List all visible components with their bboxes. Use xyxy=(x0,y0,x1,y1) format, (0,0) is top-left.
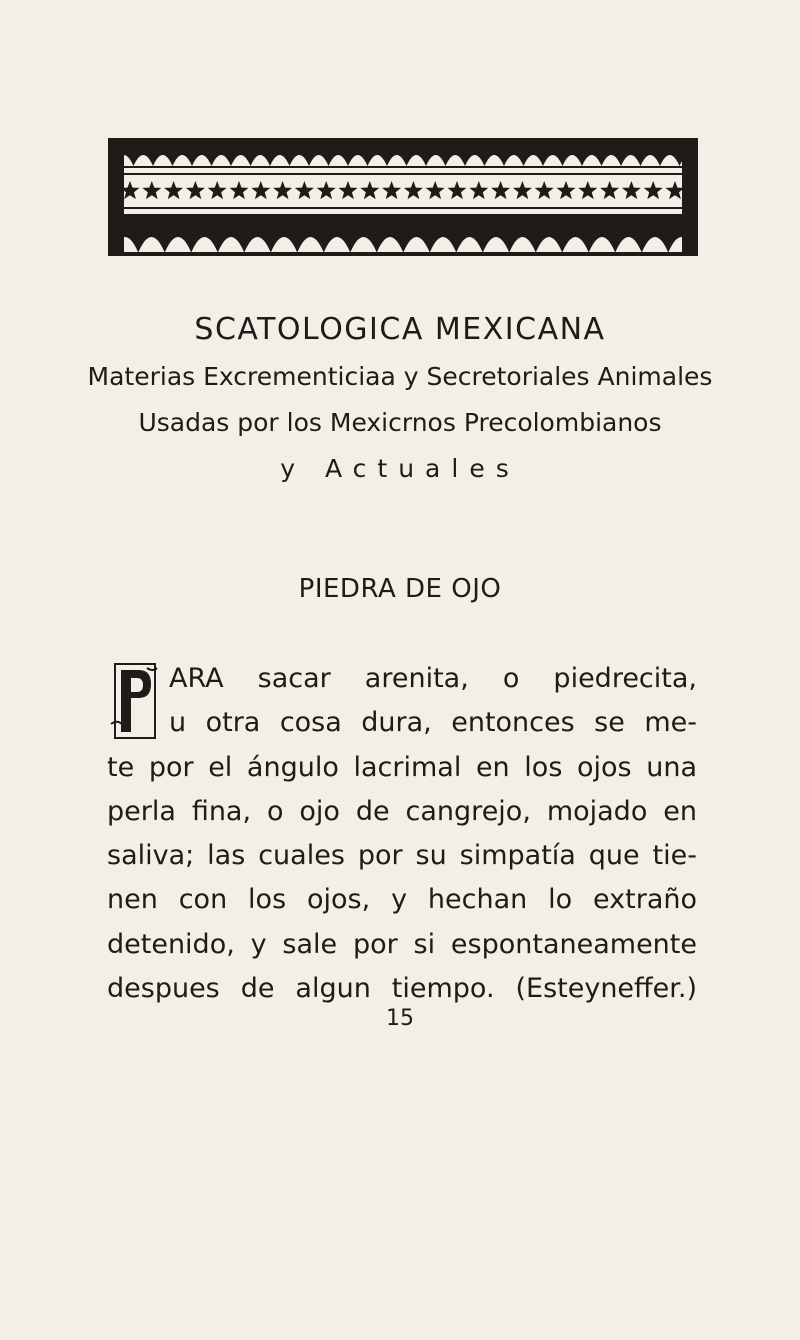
page-number: 15 xyxy=(386,1006,414,1031)
paragraph-line: te por el ángulo lacrimal en los ojos una xyxy=(107,751,697,783)
paragraph-line: despues de algun tiempo. (Esteyneffer.) xyxy=(107,973,697,1005)
page-title: SCATOLOGICA MEXICANA xyxy=(194,312,606,347)
section-heading: PIEDRA DE OJO xyxy=(298,574,502,604)
paragraph-line: detenido, y sale por si espontaneamente xyxy=(107,928,697,960)
subtitle-line-3: y Actuales xyxy=(280,454,520,483)
paragraph-line: u otra cosa dura, entonces se me- xyxy=(169,707,697,739)
paragraph-line: perla fina, o ojo de cangrejo, mojado en xyxy=(107,795,697,827)
subtitle-line-2: Usadas por los Mexicrnos Precolombianos xyxy=(138,408,662,437)
paragraph-line: ARA sacar arenita, o piedrecita, xyxy=(169,663,697,694)
subtitle-line-1: Materias Excrementiciaa y Secretoriales Animales xyxy=(87,362,713,391)
body-paragraph xyxy=(107,657,697,1011)
star-border-ornament-icon xyxy=(108,138,698,256)
paragraph-line: saliva; las cuales por su simpatía que tie- xyxy=(107,840,697,872)
paragraph-line: nen con los ojos, y hechan lo extraño xyxy=(107,884,697,916)
